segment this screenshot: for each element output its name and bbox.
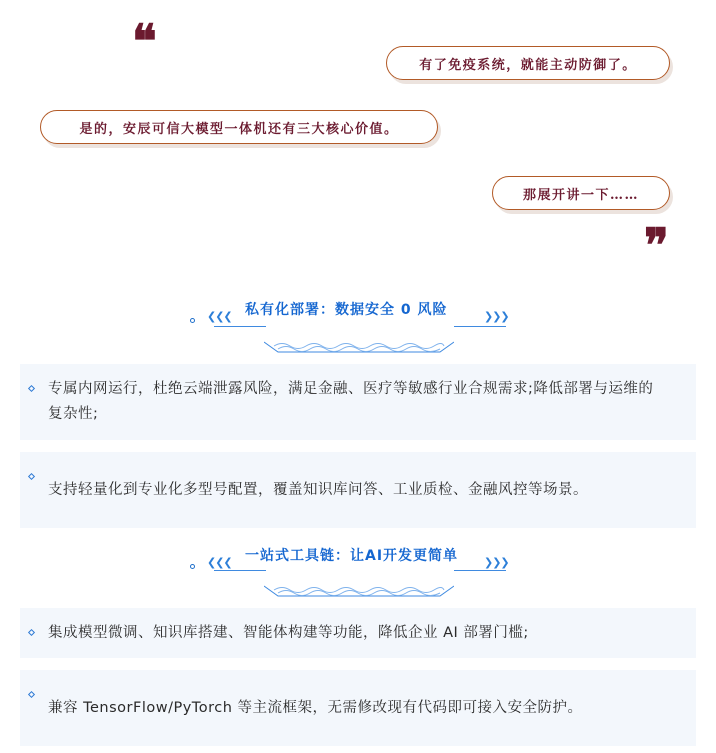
dot-icon: [190, 564, 195, 569]
feature-card: [20, 364, 696, 440]
feature-text: 集成模型微调、知识库搭建、智能体构建等功能，降低企业 AI 部署门槛;: [48, 624, 529, 641]
dot-icon: [190, 318, 195, 323]
chat-bubble-text: 那展开讲一下……: [522, 187, 639, 203]
chat-bubble-left: [40, 110, 438, 144]
chat-bubble-text: 是的，安辰可信大模型一体机还有三大核心价值。: [79, 121, 399, 137]
open-quote-icon: ❝: [132, 14, 157, 68]
feature-text: 兼容 TensorFlow/PyTorch 等主流框架，无需修改现有代码即可接入安全防护。: [48, 699, 583, 716]
feature-card: [20, 670, 696, 746]
diamond-bullet-icon: [28, 691, 35, 698]
wave-decoration-icon: [264, 340, 454, 354]
section-title: 一站式工具链：让AI开发更简单: [245, 548, 459, 564]
divider: [214, 570, 266, 571]
chevron-left-icon: ❮❮❮: [207, 556, 232, 569]
section-header-private-deployment: [0, 296, 716, 356]
feature-text: 专属内网运行，杜绝云端泄露风险，满足金融、医疗等敏感行业合规需求;降低部署与运维的复杂性;: [48, 381, 654, 422]
divider: [454, 326, 506, 327]
chat-bubble-right-2: [492, 176, 670, 210]
chevron-right-icon: ❯❯❯: [484, 310, 509, 323]
chevron-left-icon: ❮❮❮: [207, 310, 232, 323]
chat-bubble-text: 有了免疫系统，就能主动防御了。: [419, 57, 637, 73]
chevron-right-icon: ❯❯❯: [484, 556, 509, 569]
wave-decoration-icon: [264, 584, 454, 598]
diamond-bullet-icon: [28, 385, 35, 392]
section-header-toolchain: [0, 542, 716, 602]
feature-card: [20, 452, 696, 528]
divider: [454, 570, 506, 571]
section-title: 私有化部署：数据安全 0 风险: [245, 302, 448, 318]
close-quote-icon: ❞: [644, 218, 669, 272]
diamond-bullet-icon: [28, 629, 35, 636]
divider: [214, 326, 266, 327]
chat-bubble-right-1: [386, 46, 670, 80]
diamond-bullet-icon: [28, 473, 35, 480]
feature-text: 支持轻量化到专业化多型号配置，覆盖知识库问答、工业质检、金融风控等场景。: [48, 481, 588, 498]
feature-card: [20, 608, 696, 658]
